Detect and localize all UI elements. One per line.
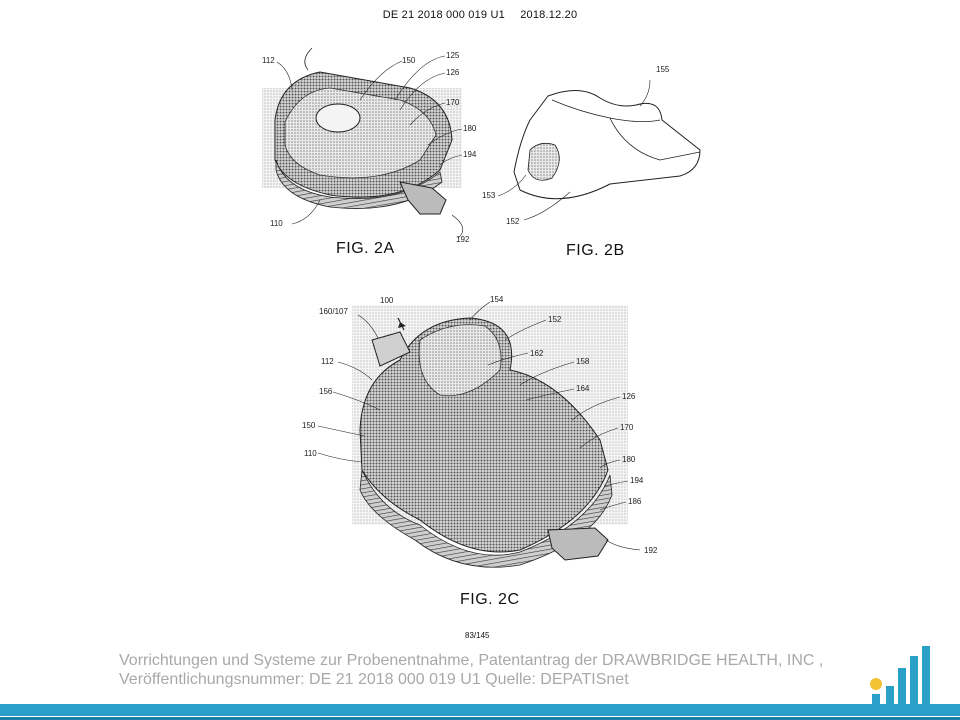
footer-line-1: Vorrichtungen und Systeme zur Probenentnahme, Patentantrag der DRAWBRIDGE HEALTH, INC , xyxy=(119,652,824,669)
fig-2a-label: 170 xyxy=(446,98,460,107)
fig-2c-caption: FIG. 2C xyxy=(460,591,520,608)
footer-line-2: Veröffentlichungsnummer: DE 21 2018 000 019 U1 Quelle: DEPATISnet xyxy=(119,671,629,688)
fig-2b-label: 153 xyxy=(482,191,496,200)
fig-2c-label: 180 xyxy=(622,455,636,464)
fig-2a-label: 125 xyxy=(446,51,460,60)
fig-2a-label: 112 xyxy=(262,56,275,65)
fig-2b-label: 152 xyxy=(506,217,520,226)
fig-2a-label: 126 xyxy=(446,68,460,77)
fig-2a-drawing xyxy=(262,48,477,244)
fig-2a-label: 180 xyxy=(463,124,477,133)
fig-2c-label: 154 xyxy=(490,295,504,304)
fig-2c-label: 150 xyxy=(302,421,316,430)
fig-2a-caption: FIG. 2A xyxy=(336,240,395,257)
doc-number: DE 21 2018 000 019 U1 xyxy=(382,9,505,21)
doc-date: 2018.12.20 xyxy=(520,9,578,21)
fig-2c-label: 164 xyxy=(576,384,590,393)
fig-2b-drawing xyxy=(482,65,700,226)
fig-2a-label: 110 xyxy=(270,219,283,228)
fig-2a-label: 192 xyxy=(456,235,470,244)
fig-2b-label: 155 xyxy=(656,65,670,74)
fig-2c-label: 126 xyxy=(622,392,636,401)
fig-2c-label: 186 xyxy=(628,497,642,506)
fig-2c-label: 160/107 xyxy=(319,307,348,316)
fig-2c-label: 192 xyxy=(644,546,658,555)
fig-2b-caption: FIG. 2B xyxy=(566,242,625,259)
fig-2c-label: 158 xyxy=(576,357,590,366)
fig-2c-label: 162 xyxy=(530,349,544,358)
footer-citation xyxy=(119,651,879,689)
fig-2c-label: 110 xyxy=(304,449,317,458)
fig-2c-label: 194 xyxy=(630,476,644,485)
fig-2a-label: 194 xyxy=(463,150,477,159)
fig-2a-label: 150 xyxy=(402,56,416,65)
fig-2c-label: 156 xyxy=(319,387,333,396)
fig-2c-drawing xyxy=(302,295,658,567)
fig-2c-label: 100 xyxy=(380,296,394,305)
fig-2c-label: 112 xyxy=(321,357,334,366)
bottom-bar xyxy=(0,704,960,716)
fig-2c-label: 170 xyxy=(620,423,634,432)
fig-2c-label: 152 xyxy=(548,315,562,324)
page-number: 83/145 xyxy=(465,631,490,640)
